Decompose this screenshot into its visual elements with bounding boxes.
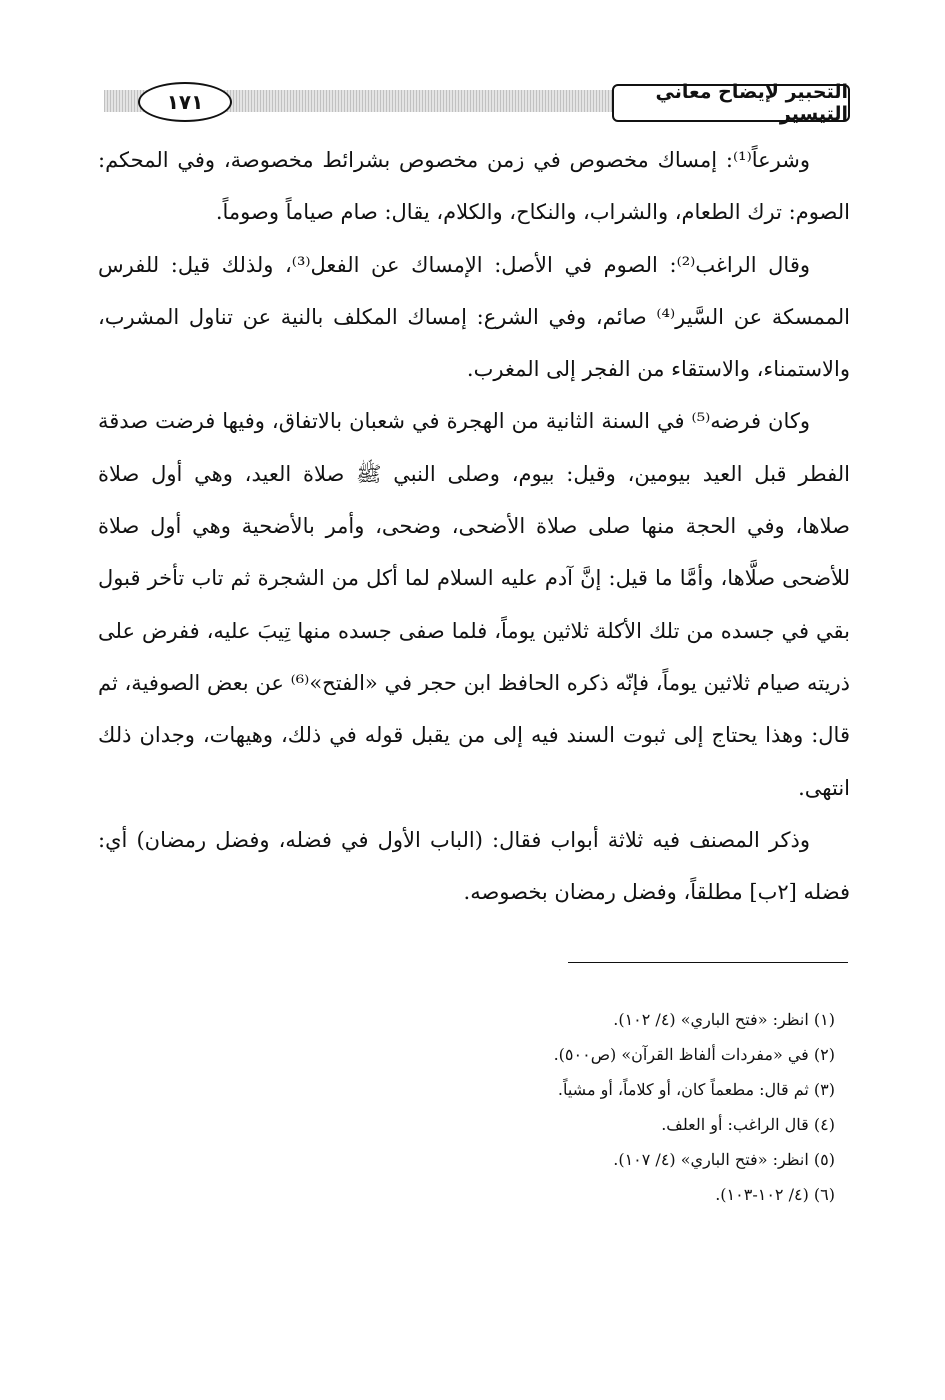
text-line: انتهى. xyxy=(798,775,850,800)
footnote: (٢) في «مفردات ألفاظ القرآن» (ص٥٠٠). xyxy=(553,1045,835,1064)
text-line: وكان فرضه⁽⁵⁾ في السنة الثانية من الهجرة في شعبان بالاتفاق، وفيها فرضت صدقة xyxy=(98,409,810,434)
text-line: وشرعاً⁽¹⁾: إمساك مخصوص في زمن مخصوص بشرائط مخصوصة، وفي المحكم: xyxy=(98,148,810,172)
text-line: الفطر قبل العيد بيومين، وقيل: بيوم، وصلى النبي ﷺ صلاة العيد، وهي أول صلاة xyxy=(98,461,850,486)
running-header xyxy=(104,81,850,125)
text-line: للأضحى صلَّاها، وأمَّا ما قيل: إنَّ آدم عليه السلام لما أكل من الشجرة ثم تاب تأخر قبول xyxy=(98,566,850,591)
book-title: التحبير لإيضاح معاني التيسير xyxy=(612,84,850,122)
text-line: فضله [٢ب] مطلقاً، وفضل رمضان بخصوصه. xyxy=(463,880,850,905)
text-line: وقال الراغب⁽²⁾: الصوم في الأصل: الإمساك عن الفعل⁽³⁾، ولذلك قيل: للفرس xyxy=(98,252,811,277)
text-line: والاستمناء، والاستقاء من الفجر إلى المغرب. xyxy=(466,357,850,382)
footnote: (٤) قال الراغب: أو العلف. xyxy=(661,1115,835,1134)
text-line: الممسكة عن السَّير⁽⁴⁾ صائم، وفي الشرع: إمساك المكلف بالنية عن تناول المشرب، xyxy=(98,304,850,329)
footnote: (٥) انظر: «فتح الباري» (٤/ ١٠٧). xyxy=(613,1150,835,1169)
footnote-divider xyxy=(568,962,848,963)
text-line: وذكر المصنف فيه ثلاثة أبواب فقال: (الباب الأول في فضله، وفضل رمضان) أي: xyxy=(98,827,810,852)
main-text xyxy=(98,134,850,918)
footnote: (٣) ثم قال: مطعماً كان، أو كلاماً، أو مشياً. xyxy=(557,1080,835,1099)
footnotes xyxy=(554,1002,835,1212)
text-line: صلاها، وفي الحجة منها صلى صلاة الأضحى، وضحى، وأمر بالأضحية وهي أول صلاة xyxy=(98,514,850,539)
footnote: (١) انظر: «فتح الباري» (٤/ ١٠٢). xyxy=(613,1010,835,1029)
text-line: بقي في جسده من تلك الأكلة ثلاثين يوماً، فلما صفى جسده منها تِيبَ عليه، ففرض على xyxy=(98,618,850,643)
text-line: ذريته صيام ثلاثين يوماً، فإنّه ذكره الحافظ ابن حجر في «الفتح»⁽⁶⁾ عن بعض الصوفية، ثم xyxy=(98,670,850,695)
text-line: قال: وهذا يحتاج إلى ثبوت السند فيه إلى من يقبل قوله في ذلك، وهيهات، وجدان ذلك xyxy=(98,723,850,748)
text-line: الصوم: ترك الطعام، والشراب، والنكاح، والكلام، يقال: صام صياماً وصوماً. xyxy=(215,200,850,225)
page-number: ١٧١ xyxy=(138,82,232,122)
footnote: (٦) (٤/ ١٠٢-١٠٣). xyxy=(715,1185,835,1204)
